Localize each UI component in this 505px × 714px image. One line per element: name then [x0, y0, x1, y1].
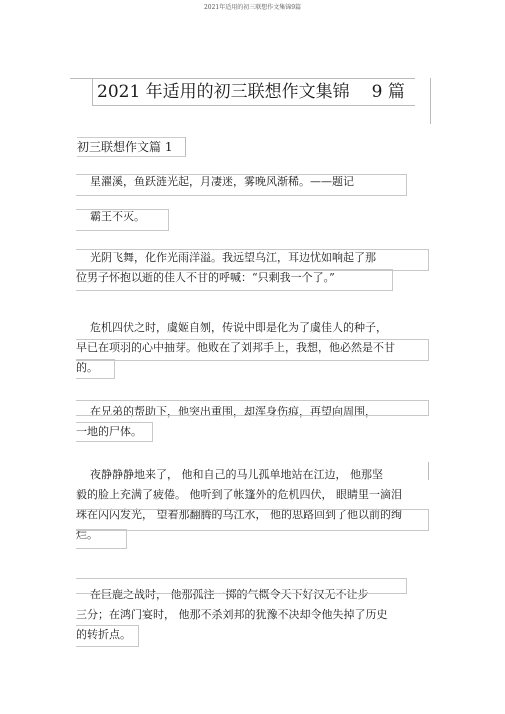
paragraph-line: 危机四伏之时，虞姬自刎，传说中即是化为了虞佳人的种子，	[90, 321, 387, 334]
paragraph-line: 早已在项羽的心中抽芽。他败在了刘邦手上，我想，他必然是不甘	[76, 341, 395, 354]
title-rule	[70, 78, 92, 79]
para-box	[76, 209, 169, 231]
para-box	[76, 174, 407, 196]
para-box	[76, 578, 407, 594]
para-box	[76, 359, 115, 379]
paragraph-line: 的转折点。	[76, 628, 131, 641]
paragraph-line: 三分；在鸿门宴时， 他那不杀刘邦的犹豫不决却令他失掉了历史	[76, 608, 388, 621]
paragraph-line: 光阴飞舞，化作光雨洋溢。我远望乌江，耳边忧如响起了那	[90, 251, 376, 264]
page-header: 2021年适用的初三联想作文集锦9篇	[203, 4, 302, 11]
section-heading: 初三联想作文篇 1	[77, 137, 186, 157]
paragraph-line: 霸王不灭。	[90, 210, 145, 223]
paragraph-line: 的。	[76, 361, 98, 374]
para-box	[76, 339, 429, 361]
para-box	[76, 249, 429, 271]
paragraph-line: 星濯溪，鱼跃涟光起，月凄迷，雾晚风渐稀。——题记	[90, 175, 354, 188]
paragraph-line: 在兄弟的帮助下，他突出重围，却浑身伤痕，再望向周围，	[90, 405, 376, 418]
para-box	[76, 529, 127, 549]
paragraph-line: 位男子怀抱以逝的佳人不甘的呼喊：“只剩我一个了。”	[76, 271, 335, 284]
document-title	[92, 78, 415, 106]
para-box	[76, 509, 429, 531]
title-main: 2021 年适用的初三联想作文集锦	[97, 82, 350, 102]
title-tick	[430, 78, 431, 124]
para-box	[76, 400, 429, 416]
paragraph-line: 珠在闪闪发光， 望着那翻腾的乌江水， 他的思路回到了他以前的绚	[76, 508, 402, 521]
paragraph-line: 夜静静静地来了， 他和自己的马儿孤单地站在江边， 他那坚	[90, 468, 383, 481]
title-count: 9 篇	[371, 82, 405, 102]
para-box	[76, 269, 393, 291]
paragraph-line: 烂。	[76, 528, 98, 541]
paragraph-line: 一地的尸体。	[76, 425, 142, 438]
vtick	[428, 462, 429, 480]
paragraph-line: 毅的脸上充满了疲倦。 他听到了帐篷外的危机四伏， 眼睛里一滴泪	[76, 488, 402, 501]
para-box	[76, 422, 153, 442]
para-box	[76, 625, 139, 647]
paragraph-line: 在巨鹿之战时， 他那孤注一掷的气概令天下好汉无不让步	[90, 588, 369, 601]
